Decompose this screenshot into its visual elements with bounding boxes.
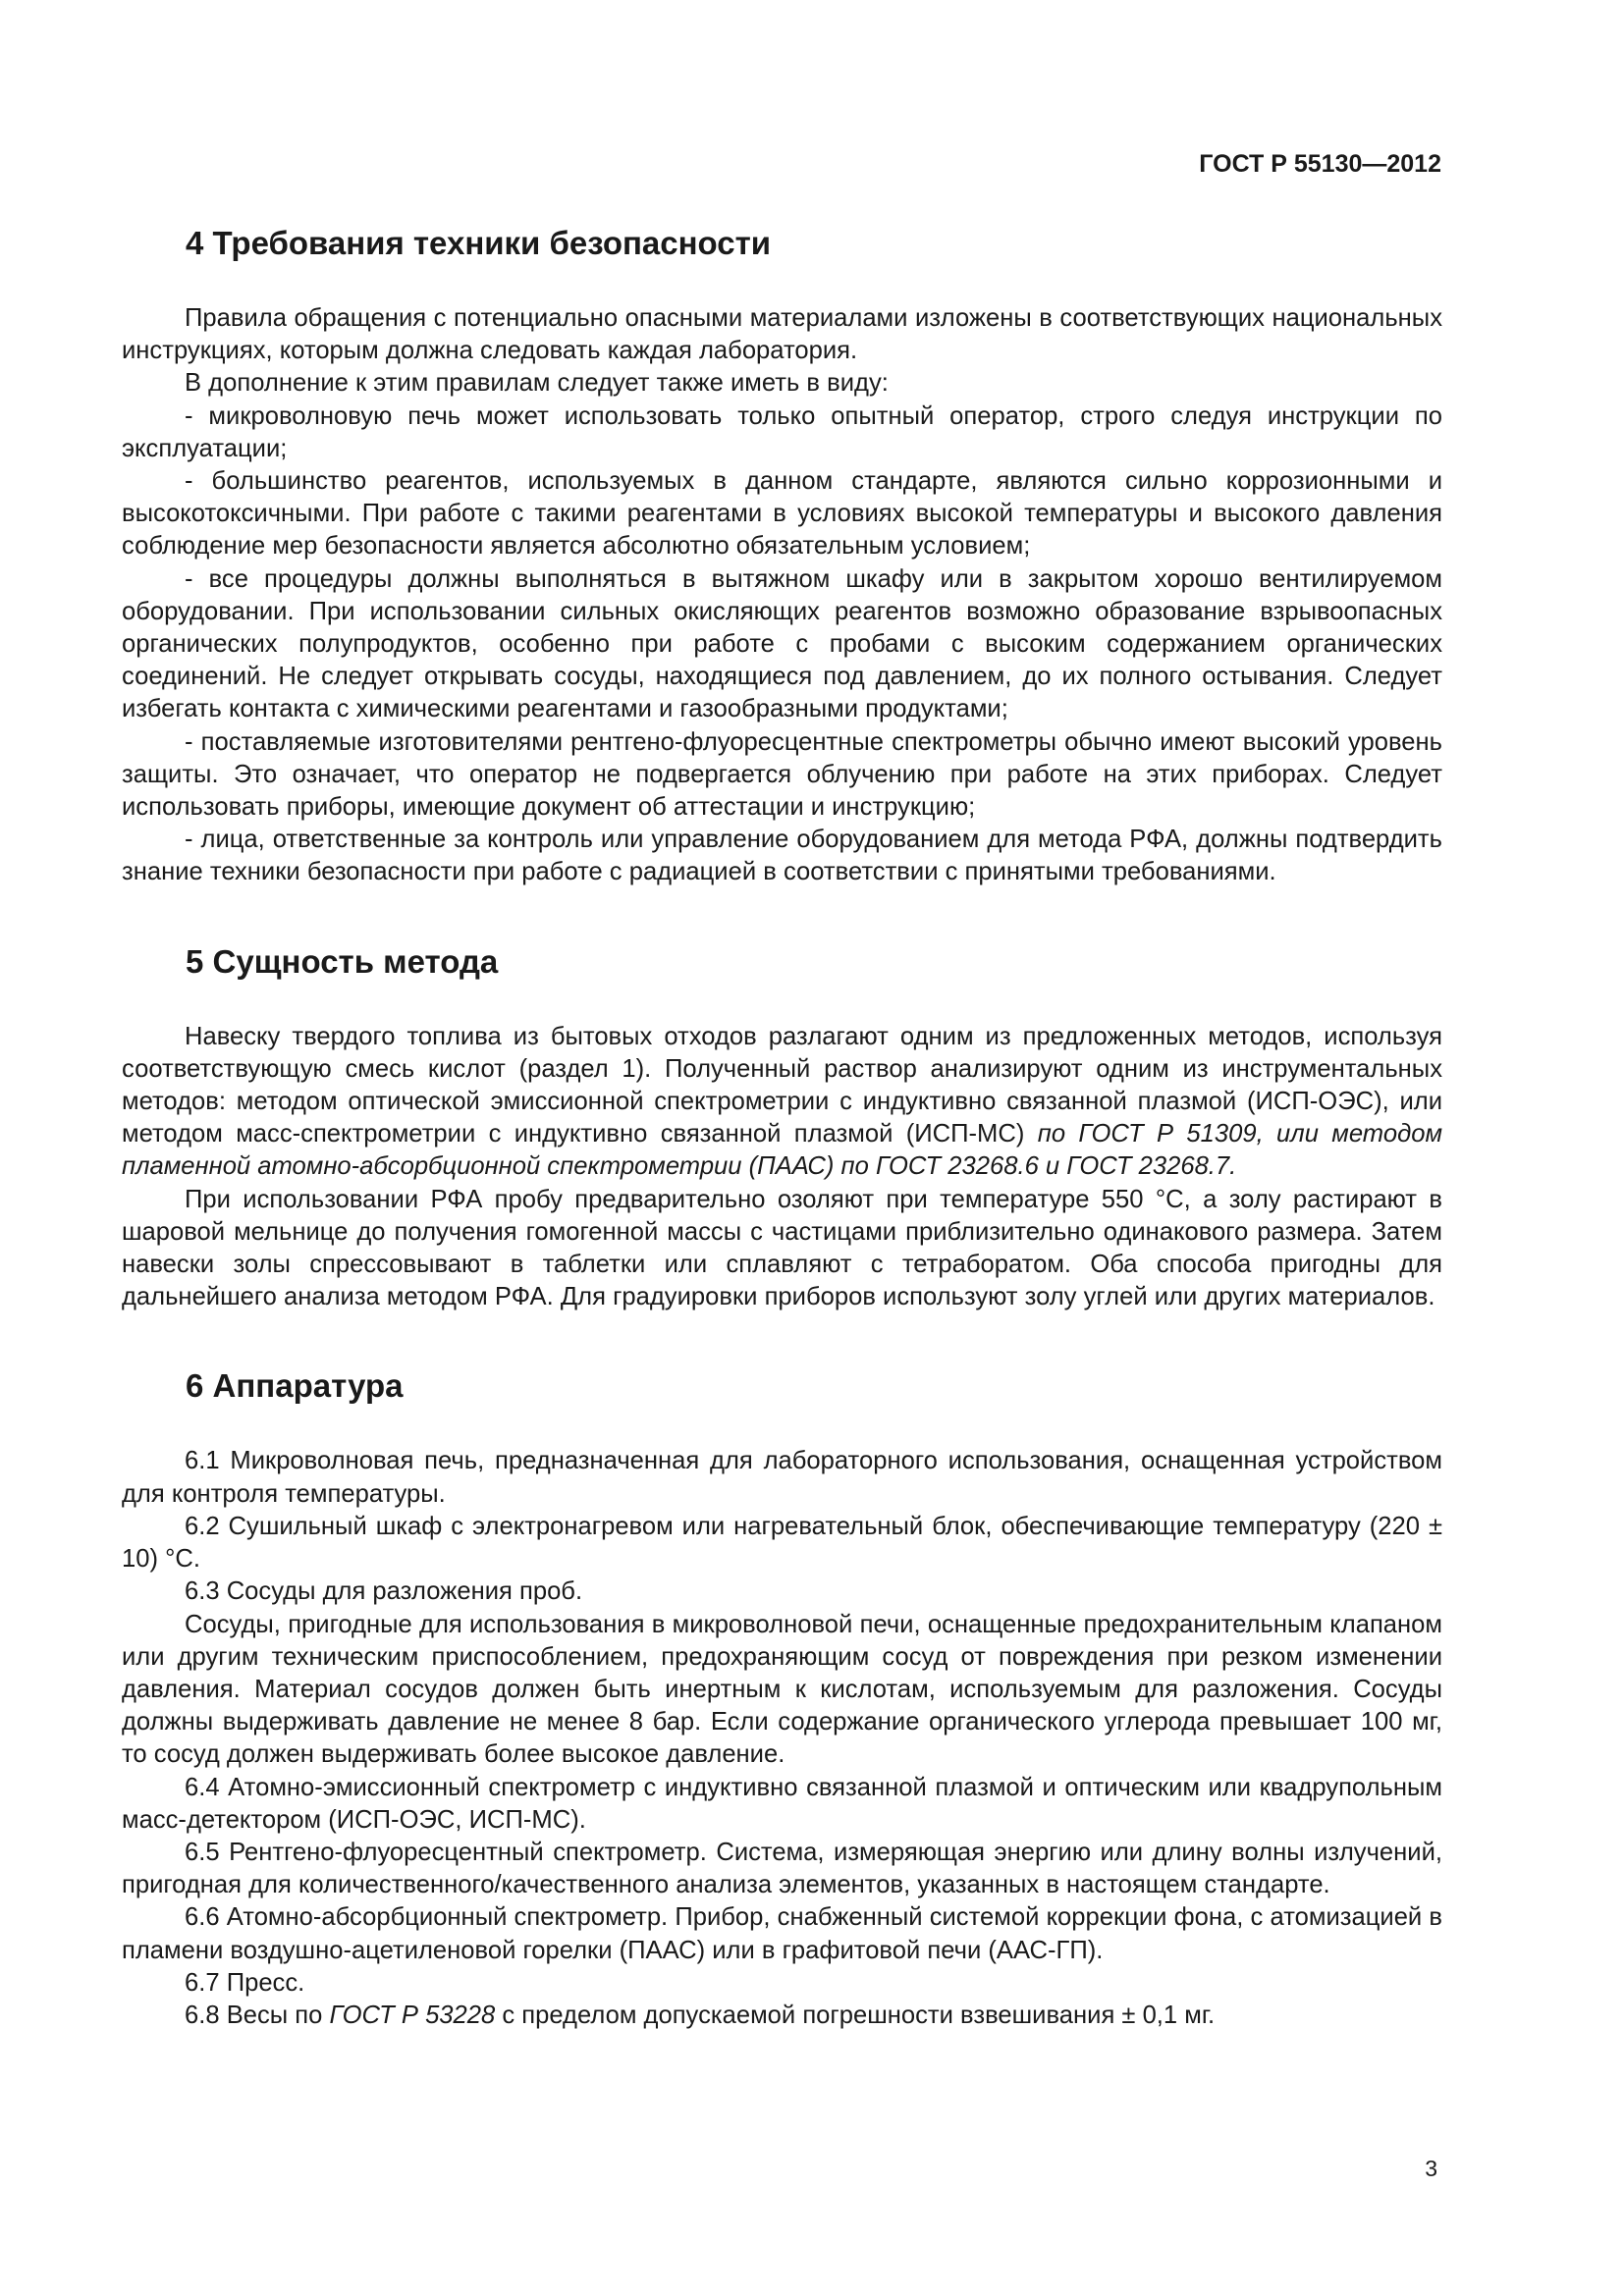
section-6-item: 6.5 Рентгено-флуоресцентный спектрометр. Система, измеряющая энергию или длину волны излучений, пригодная для количественного/качественного анализа элементов, указанных в настоящем стандарте.: [122, 1838, 1442, 1899]
page-content: [122, 224, 1442, 2032]
section-5-paragraph: [122, 1021, 1442, 1184]
document-code: ГОСТ Р 55130—2012: [1199, 150, 1441, 178]
section-6-text: с пределом допускаемой погрешности взвешивания ± 0,1 мг.: [502, 2001, 1216, 2029]
section-4-list-item: - поставляемые изготовителями рентгено-флуоресцентные спектрометры обычно имеют высокий уровень защиты. Это означает, что оператор не подвергается облучению при работе на этих приборах. Следует использовать приборы, имеющие документ об аттестации и инструкцию;: [122, 727, 1442, 822]
section-4-title: 4 Требования техники безопасности: [186, 225, 772, 261]
section-4-list-item: - большинство реагентов, используемых в данном стандарте, являются сильно коррозионными и высокотоксичными. При работе с такими реагентами в условиях высокой температуры и высокого давления соблюдение мер безопасности является абсолютно обязательным условием;: [122, 467, 1442, 561]
standard-reference: по ГОСТ Р 51309, или методом пламенной атомно-абсорбционной спектрометрии (ПААС) по ГОСТ 23268.6 и ГОСТ 23268.7.: [122, 1120, 1442, 1181]
standard-reference: ГОСТ Р 53228: [329, 2001, 496, 2029]
section-4-list-item: - микроволновую печь может использовать только опытный оператор, строго следуя инструкции по эксплуатации;: [122, 401, 1442, 462]
section-5-text: Навеску твердого топлива из бытовых отходов разлагают одним из предложенных методов, используя соответствующую смесь кислот (раздел 1). Полученный раствор анализируют одним из инструментальных методов: методом оптической эмиссионной спектрометрии с индуктивно связанной плазмой (ИСП-ОЭС), или методом масс-спектрометрии с индуктивно связанной плазмой (ИСП-МС): [122, 1022, 1442, 1148]
section-6-paragraph: Сосуды, пригодные для использования в микроволновой печи, оснащенные предохранительным клапаном или другим техническим приспособлением, предохраняющим сосуд от повреждения при резком изменении давления. Материал сосудов должен быть инертным к кислотам, используемым для разложения. Сосуды должны выдерживать давление не менее 8 бар. Если содержание органического углерода превышает 100 мг, то сосуд должен выдерживать более высокое давление.: [122, 1610, 1442, 1769]
section-6-item: 6.7 Пресс.: [185, 1968, 305, 1997]
section-6-item: 6.1 Микроволновая печь, предназначенная для лабораторного использования, оснащенная устройством для контроля температуры.: [122, 1447, 1442, 1508]
section-6-item: 6.6 Атомно-абсорбционный спектрометр. Прибор, снабженный системой коррекции фона, с атомизацией в пламени воздушно-ацетиленовой горелки (ПААС) или в графитовой печи (ААС-ГП).: [122, 1903, 1442, 1964]
section-5-title: 5 Сущность метода: [186, 942, 499, 980]
section-6-text: 6.8 Весы по: [185, 2001, 323, 2029]
section-6-item: 6.3 Сосуды для разложения проб.: [185, 1577, 583, 1606]
section-6-item: 6.4 Атомно-эмиссионный спектрометр с индуктивно связанной плазмой и оптическим или квадрупольным масс-детектором (ИСП-ОЭС, ИСП-МС).: [122, 1773, 1442, 1834]
section-5-paragraph: При использовании РФА пробу предварительно озоляют при температуре 550 °С, а золу растирают в шаровой мельнице до получения гомогенной массы с частицами приблизительно одинакового размера. Затем навески золы спрессовывают в таблетки или сплавляют с тетраборатом. Оба способа пригодны для дальнейшего анализа методом РФА. Для градуировки приборов используют золу углей или других материалов.: [122, 1185, 1442, 1311]
page-number: 3: [1425, 2156, 1437, 2181]
section-6-item: [122, 2000, 1442, 2032]
section-4-paragraph: Правила обращения с потенциально опасными материалами изложены в соответствующих национальных инструкциях, которым должна следовать каждая лаборатория.: [122, 304, 1442, 365]
section-4-list-item: - лица, ответственные за контроль или управление оборудованием для метода РФА, должны подтвердить знание техники безопасности при работе с радиацией в соответствии с принятыми требованиями.: [122, 826, 1442, 886]
section-6-item: 6.2 Сушильный шкаф с электронагревом или нагревательный блок, обеспечивающие температуру (220 ± 10) °С.: [122, 1512, 1442, 1574]
section-4-list-item: - все процедуры должны выполняться в вытяжном шкафу или в закрытом хорошо вентилируемом оборудовании. При использовании сильных окисляющих реагентов возможно образование взрывоопасных органических полупродуктов, особенно при работе с пробами с высоким содержанием органических соединений. Не следует открывать сосуды, находящиеся под давлением, до их полного остывания. Следует избегать контакта с химическими реагентами и газообразными продуктами;: [122, 564, 1442, 723]
section-6-title: 6 Аппаратура: [186, 1367, 404, 1405]
section-4-paragraph: В дополнение к этим правилам следует также иметь в виду:: [185, 369, 889, 398]
